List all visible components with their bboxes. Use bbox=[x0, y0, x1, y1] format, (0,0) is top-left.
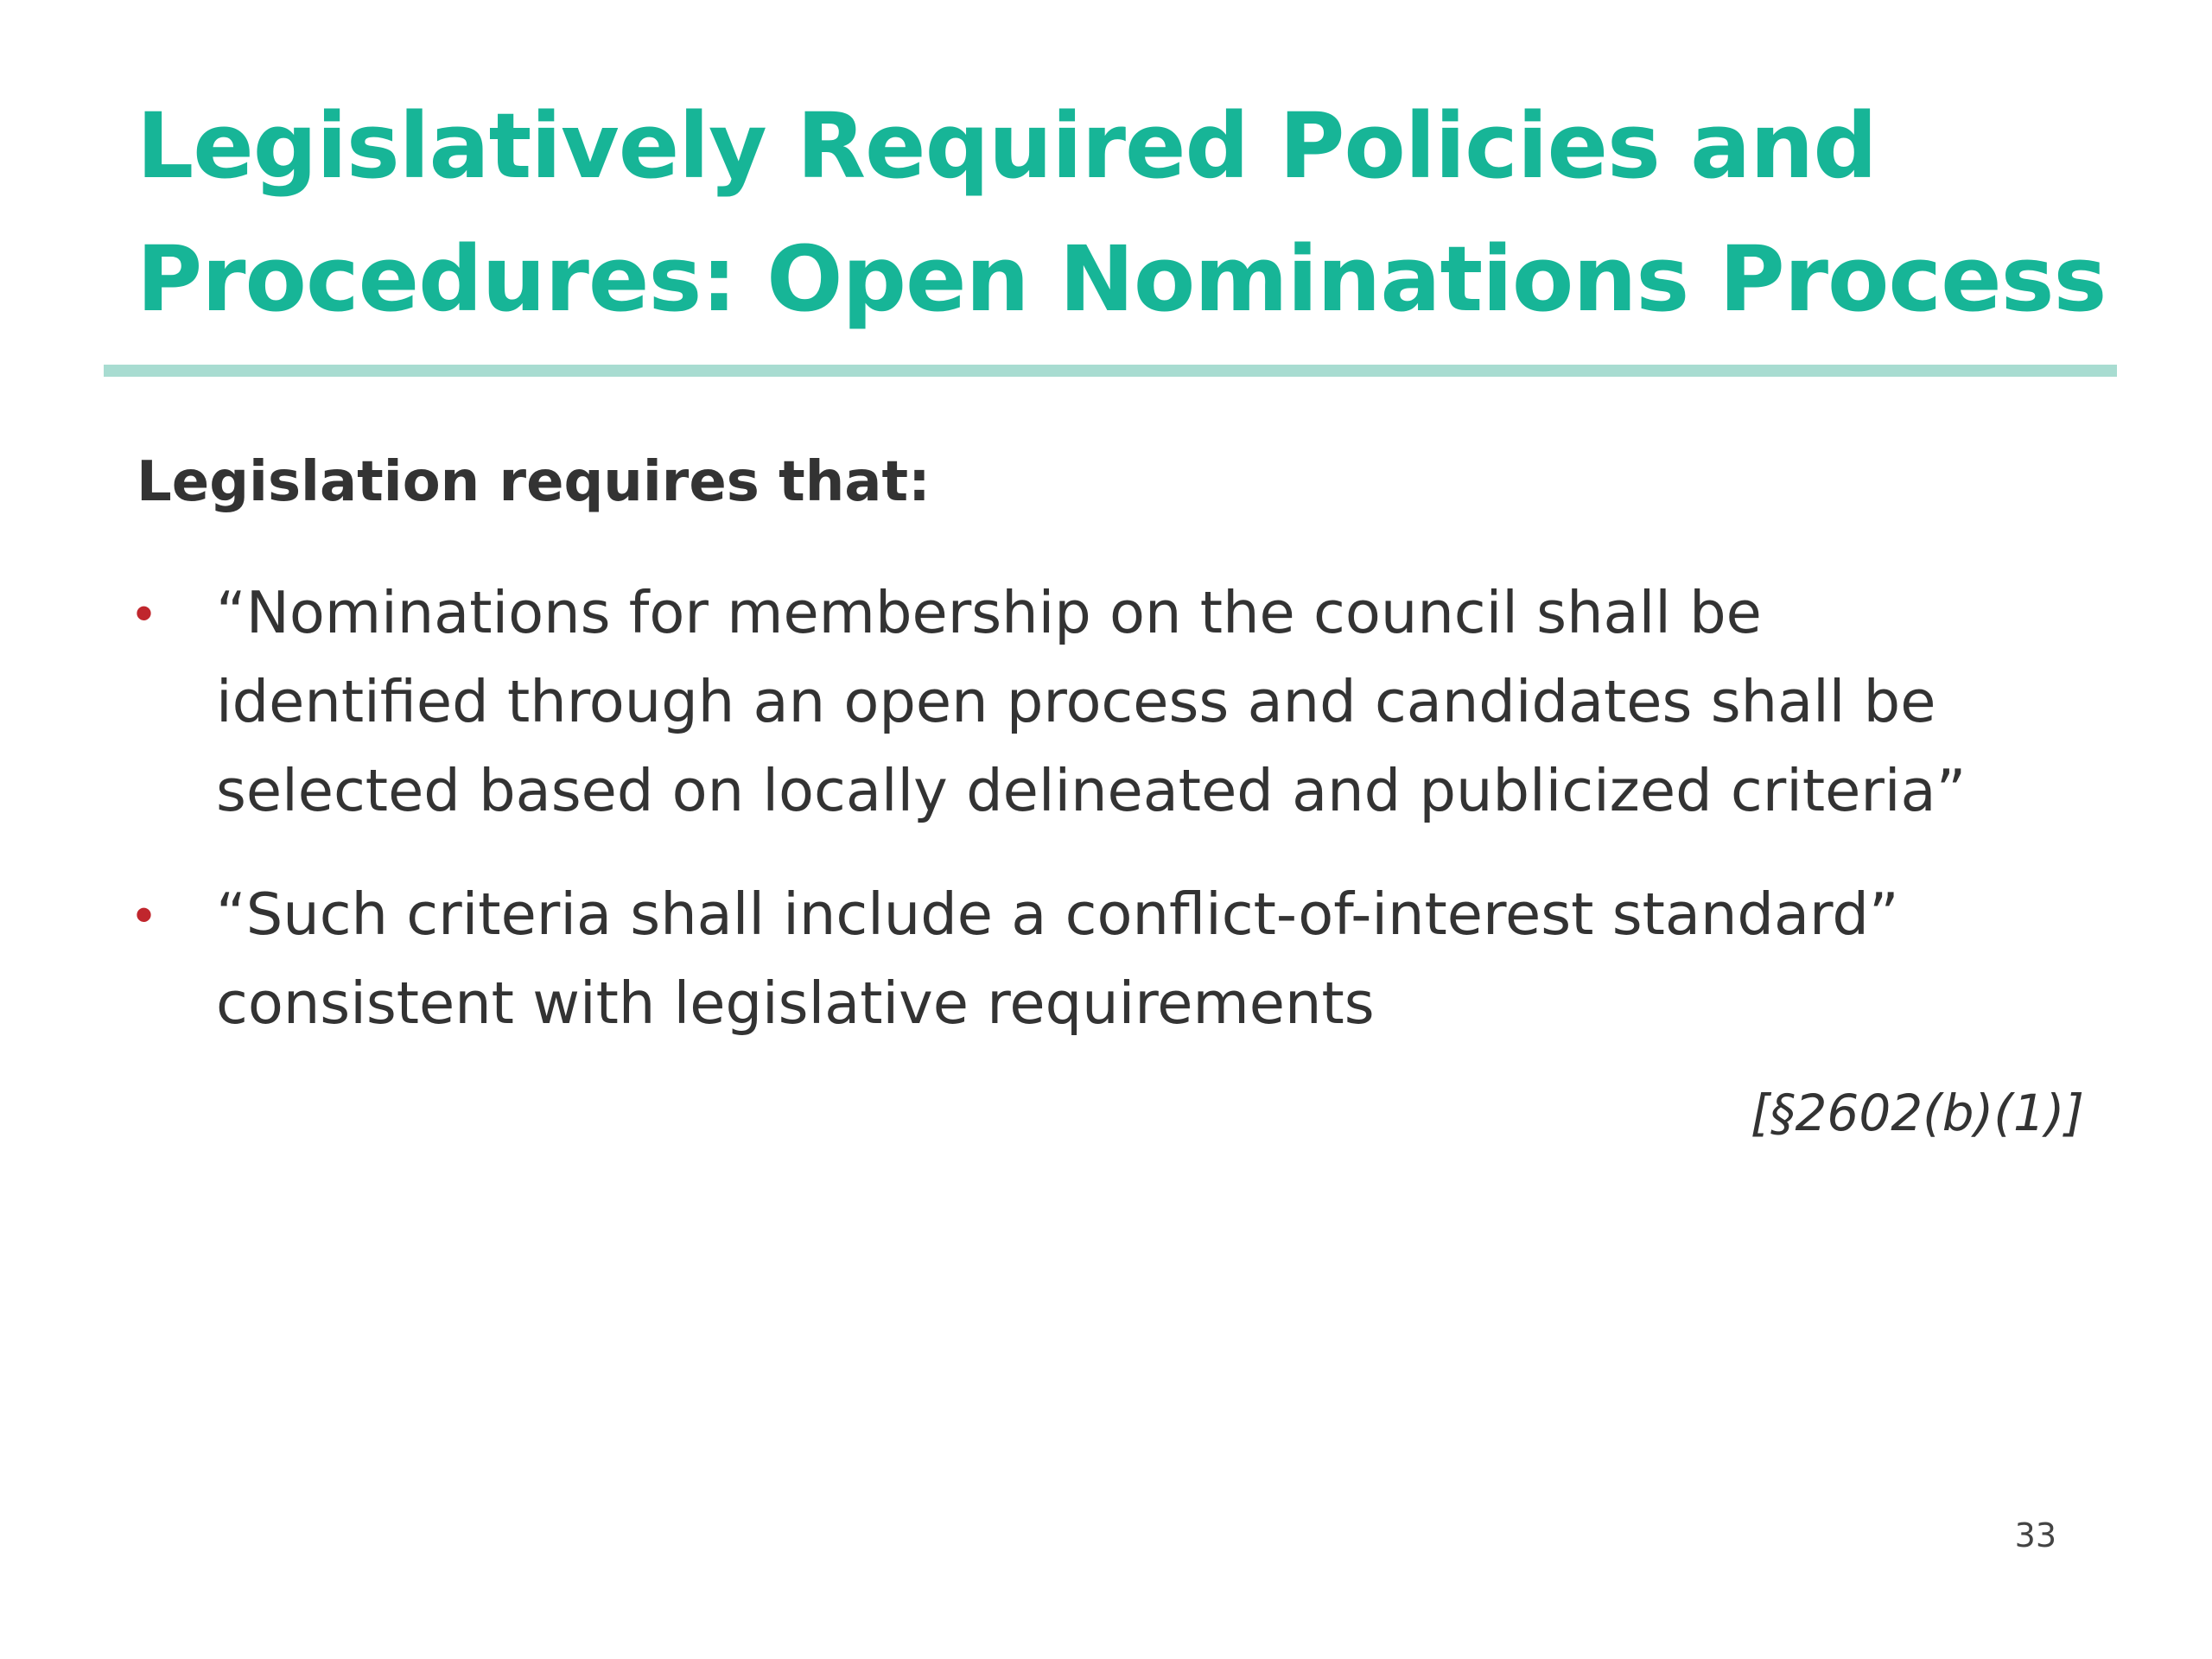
bullet-1-line-1: “Nominations for membership on the council shall be bbox=[216, 579, 1762, 646]
slide-title-line-2: Procedures: Open Nominations Process bbox=[137, 226, 2107, 332]
bullet-marker-icon: • bbox=[135, 886, 154, 944]
title-divider bbox=[104, 365, 2117, 377]
slide-title-line-1: Legislatively Required Policies and bbox=[137, 93, 1877, 199]
bullet-list bbox=[0, 569, 2212, 1083]
bullet-2-line-2: consistent with legislative requirements bbox=[216, 969, 1375, 1037]
bullet-item-2 bbox=[0, 870, 2212, 1048]
bullet-text-2 bbox=[216, 870, 2212, 1048]
page-number: 33 bbox=[2014, 1516, 2056, 1554]
lead-text: Legislation requires that: bbox=[137, 450, 931, 514]
bullet-item-1 bbox=[0, 569, 2212, 836]
bullet-1-line-3: selected based on locally delineated and publicized criteria” bbox=[216, 757, 1967, 824]
bullet-text-1 bbox=[216, 569, 2212, 836]
bullet-1-line-2: identified through an open process and candidates shall be bbox=[216, 668, 1936, 735]
bullet-2-line-1: “Such criteria shall include a conflict-of-interest standard” bbox=[216, 880, 1899, 948]
legal-citation: [§2602(b)(1)] bbox=[1750, 1084, 2084, 1142]
bullet-marker-icon: • bbox=[135, 584, 154, 642]
slide-title bbox=[137, 79, 2107, 346]
